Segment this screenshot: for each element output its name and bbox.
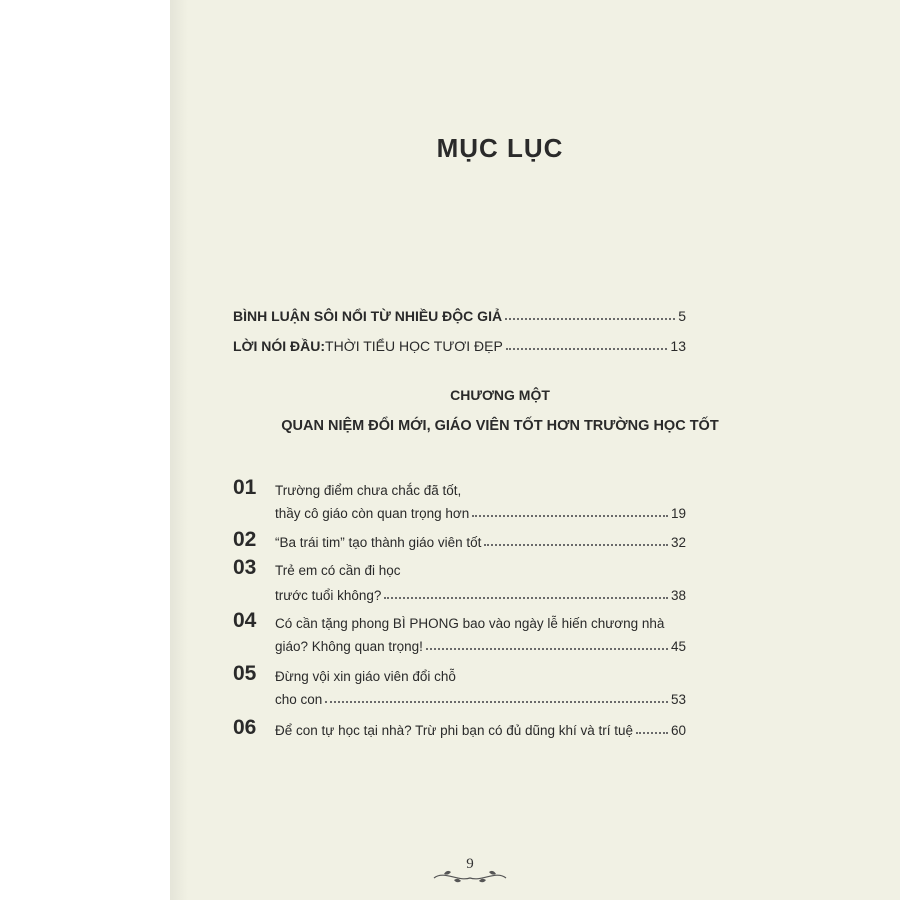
entry-text: Trẻ em có cần đi học: [275, 563, 401, 578]
entry-number: 05: [233, 662, 257, 685]
toc-entry: [233, 662, 686, 708]
toc-entry: [233, 528, 686, 554]
dot-leader: [636, 732, 668, 734]
front-matter-title: LỜI NÓI ĐẦU:: [233, 338, 326, 354]
entry-title-line: [275, 664, 686, 684]
front-matter-title: BÌNH LUẬN SÔI NỔI TỪ NHIỀU ĐỘC GIẢ: [233, 308, 503, 324]
dot-leader: [325, 701, 668, 703]
entry-text: Có cần tặng phong BÌ PHONG bao vào ngày lễ hiến chương nhà: [275, 616, 665, 631]
entry-number: 01: [233, 476, 257, 499]
front-matter-row: [233, 332, 686, 354]
dot-leader: [484, 544, 668, 546]
entry-text: thầy cô giáo còn quan trọng hơn: [275, 506, 470, 521]
front-matter-row: [233, 302, 686, 324]
page-number: 60: [670, 723, 686, 738]
dot-leader: [384, 597, 668, 599]
toc-entry: [233, 476, 686, 522]
entry-text: trước tuổi không?: [275, 588, 382, 603]
entry-text: “Ba trái tim” tạo thành giáo viên tốt: [275, 535, 482, 550]
entry-number: 04: [233, 609, 257, 632]
page-number: 19: [670, 506, 686, 521]
entry-number: 02: [233, 528, 257, 551]
entry-title-line: [275, 634, 686, 654]
chapter-title: QUAN NIỆM ĐỔI MỚI, GIÁO VIÊN TỐT HƠN TRƯỜNG HỌC TỐT: [281, 418, 719, 434]
entry-text: Đừng vội xin giáo viên đổi chỗ: [275, 669, 456, 684]
dot-leader: [472, 515, 668, 517]
entry-title-line: [275, 558, 686, 578]
folio-number: 9: [466, 856, 474, 872]
entry-title-line: [275, 611, 686, 631]
leaf-ornament-icon: [430, 866, 510, 886]
chapter-label: CHƯƠNG MỘT: [450, 387, 550, 403]
page-number: 45: [670, 639, 686, 654]
page-number: 53: [670, 692, 686, 707]
page-number: 38: [670, 588, 686, 603]
toc-entry: [233, 716, 686, 742]
entry-title-line: [275, 530, 686, 550]
dot-leader: [505, 318, 675, 320]
front-matter-subtitle: THỜI TIỂU HỌC TƯƠI ĐẸP: [325, 338, 503, 354]
entry-title-line: [275, 583, 686, 603]
page-number: 32: [670, 535, 686, 550]
page-number: 5: [678, 308, 686, 324]
entry-text: Để con tự học tại nhà? Trừ phi bạn có đủ dũng khí và trí tuệ: [275, 723, 634, 738]
dot-leader: [426, 648, 668, 650]
toc-entry: [233, 609, 686, 655]
entry-title-line: [275, 501, 686, 521]
entry-text: Trường điểm chưa chắc đã tốt,: [275, 483, 462, 498]
entry-text: cho con: [275, 692, 323, 707]
entry-title-line: [275, 478, 686, 498]
entry-number: 03: [233, 556, 257, 579]
entry-text: giáo? Không quan trọng!: [275, 639, 423, 654]
toc-title: MỤC LỤC: [436, 133, 564, 163]
entry-number: 06: [233, 716, 257, 739]
entry-title-line: [275, 718, 686, 738]
entry-title-line: [275, 687, 686, 707]
dot-leader: [506, 348, 668, 350]
page-number: 13: [670, 338, 686, 354]
toc-entry: [233, 556, 686, 602]
